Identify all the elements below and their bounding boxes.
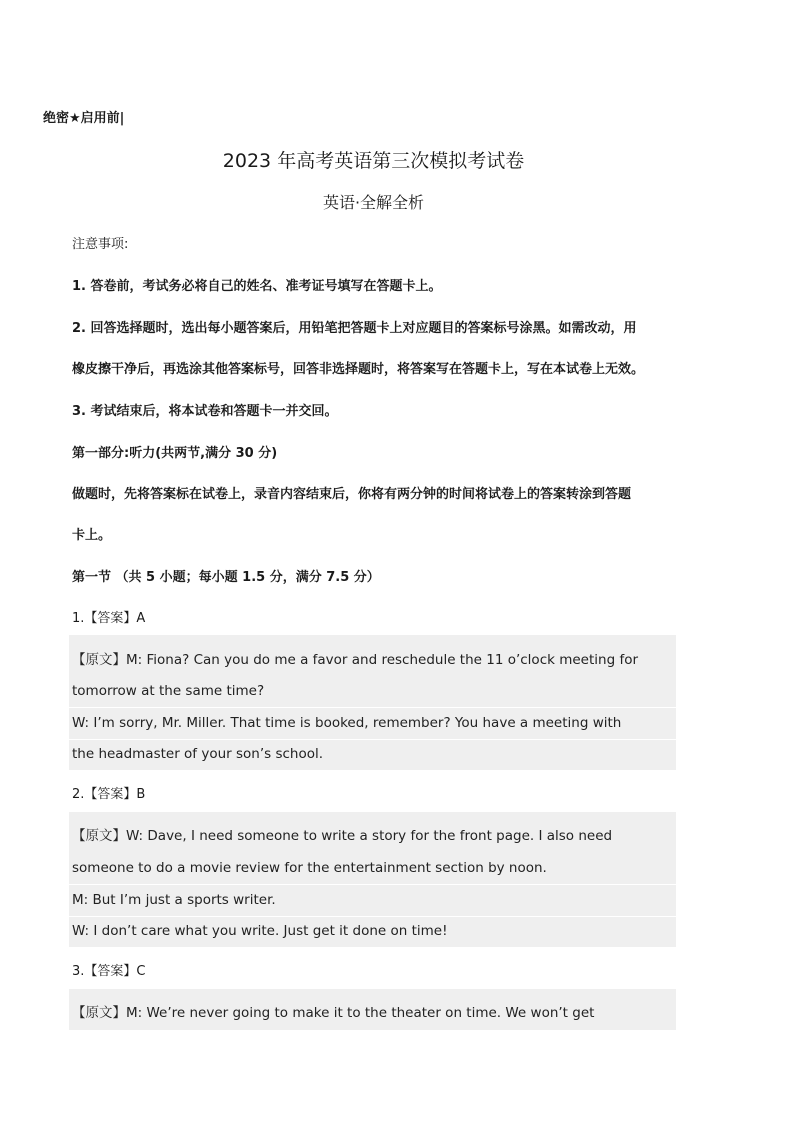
- notice-item-3: 3. 考试结束后，将本试卷和答题卡一并交回。: [72, 404, 338, 419]
- part1-instruction-line-2: 卡上。: [72, 528, 112, 543]
- transcript-line: someone to do a movie review for the entertainment section by noon.: [72, 860, 547, 876]
- transcript-line: 【原文】M: We’re never going to make it to the theater on time. We won’t get: [72, 1005, 595, 1021]
- transcript-line: the headmaster of your son’s school.: [72, 746, 324, 762]
- question-3-answer: 3.【答案】C: [72, 964, 146, 979]
- question-1-transcript: [69, 635, 676, 770]
- confidential-mark: 绝密★启用前|: [43, 111, 125, 126]
- row-divider: [69, 884, 676, 885]
- page-title: 2023 年高考英语第三次模拟考试卷: [222, 150, 525, 172]
- notice-item-1: 1. 答卷前，考试务必将自己的姓名、准考证号填写在答题卡上。: [72, 279, 442, 294]
- question-3-transcript: [69, 989, 676, 1030]
- transcript-line: 【原文】M: Fiona? Can you do me a favor and reschedule the 11 o’clock meeting for: [72, 652, 639, 668]
- question-1-answer: 1.【答案】A: [72, 611, 146, 626]
- transcript-line: W: I don’t care what you write. Just get it done on time!: [72, 923, 448, 939]
- page-subtitle: 英语·全解全析: [322, 193, 425, 212]
- notice-heading: 注意事项:: [72, 237, 129, 252]
- transcript-line: tomorrow at the same time?: [72, 683, 265, 699]
- notice-item-2-line-1: 2. 回答选择题时，选出每小题答案后，用铅笔把答题卡上对应题目的答案标号涂黑。如需改动，用: [72, 321, 637, 336]
- row-divider: [69, 707, 676, 708]
- transcript-line: 【原文】W: Dave, I need someone to write a story for the front page. I also need: [72, 828, 613, 844]
- transcript-line: M: But I’m just a sports writer.: [72, 892, 276, 908]
- question-2-transcript: [69, 812, 676, 947]
- part1-instruction-line-1: 做题时，先将答案标在试卷上，录音内容结束后，你将有两分钟的时间将试卷上的答案转涂到答题: [72, 487, 632, 502]
- row-divider: [69, 739, 676, 740]
- transcript-line: W: I’m sorry, Mr. Miller. That time is booked, remember? You have a meeting with: [72, 715, 622, 731]
- section1-heading: 第一节 （共 5 小题；每小题 1.5 分，满分 7.5 分）: [72, 570, 380, 585]
- question-2-answer: 2.【答案】B: [72, 787, 146, 802]
- notice-item-2-line-2: 橡皮擦干净后，再选涂其他答案标号，回答非选择题时，将答案写在答题卡上，写在本试卷上无效。: [72, 362, 645, 377]
- row-divider: [69, 916, 676, 917]
- part1-heading: 第一部分:听力(共两节,满分 30 分): [72, 446, 278, 461]
